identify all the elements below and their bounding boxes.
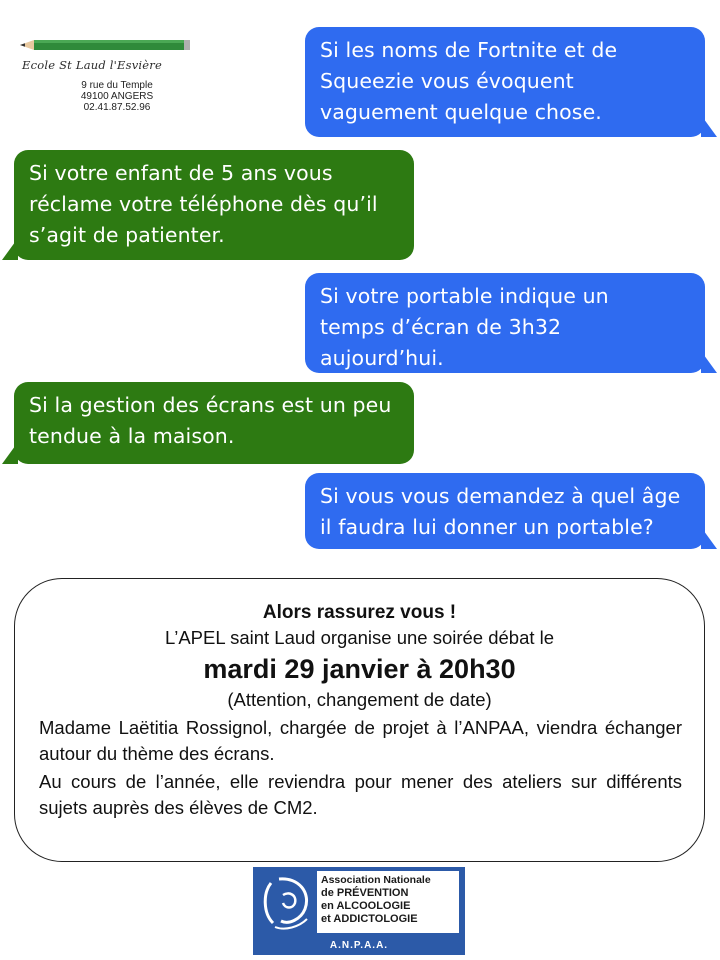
announcement-box	[14, 578, 705, 862]
chat-bubble-right	[305, 273, 705, 373]
bubble-line: Si vous vous demandez à quel âge	[320, 484, 681, 508]
event-date: mardi 29 janvier à 20h30	[203, 654, 516, 684]
bubble-line: Si votre enfant de 5 ans vous	[29, 161, 333, 185]
announcement-paragraph: Madame Laëtitia Rossignol, chargée de projet à l’ANPAA, viendra échanger autour du thème des écrans.	[39, 717, 682, 764]
bubble-line: tendue à la maison.	[29, 424, 235, 448]
chat-bubble-right	[305, 27, 705, 137]
phone-number: 02.41.87.52.96	[83, 102, 151, 113]
bubble-line: Si votre portable indique un	[320, 284, 609, 308]
anpaa-logo	[253, 867, 465, 955]
bubble-tail	[701, 115, 717, 137]
anpaa-line: de PRÉVENTION	[321, 887, 409, 899]
bubble-tail	[701, 527, 717, 549]
bubble-tail	[2, 442, 18, 464]
anpaa-name-card	[317, 871, 459, 933]
bubble-line: réclame votre téléphone dès qu’il	[29, 192, 378, 216]
chat-bubble-right	[305, 473, 705, 549]
bubble-line: il faudra lui donner un portable?	[320, 515, 654, 539]
anpaa-emblem-icon	[259, 873, 315, 933]
announcement-intro: L’APEL saint Laud organise une soirée débat le	[164, 627, 555, 648]
bubble-line: Si les noms de Fortnite et de	[320, 38, 618, 62]
bubble-line: s’agit de patienter.	[29, 223, 225, 247]
anpaa-line: en ALCOOLOGIE	[321, 900, 411, 912]
announcement-heading: Alors rassurez vous !	[262, 602, 457, 623]
school-name: Ecole St Laud l'Esvière	[22, 58, 162, 72]
address-line: 9 rue du Temple	[81, 80, 153, 91]
bubble-line: aujourd’hui.	[320, 346, 444, 370]
date-change-note: (Attention, changement de date)	[227, 689, 492, 710]
chat-bubble-left	[14, 150, 414, 260]
anpaa-acronym: A.N.P.A.A.	[329, 940, 389, 951]
bubble-line: temps d’écran de 3h32	[320, 315, 562, 339]
bubble-tail	[701, 351, 717, 373]
school-address	[52, 80, 182, 113]
anpaa-line: Association Nationale	[321, 874, 431, 886]
bubble-line: Squeezie vous évoquent	[320, 69, 574, 93]
anpaa-line: et ADDICTOLOGIE	[321, 913, 418, 925]
bubble-line: vaguement quelque chose.	[320, 100, 602, 124]
chat-bubble-left	[14, 382, 414, 464]
bubble-line: Si la gestion des écrans est un peu	[29, 393, 392, 417]
announcement-paragraph: Au cours de l’année, elle reviendra pour mener des ateliers sur différents sujets auprès des élèves de CM2.	[39, 771, 682, 818]
school-logo	[14, 32, 190, 118]
address-line: 49100 ANGERS	[80, 91, 154, 102]
bubble-tail	[2, 238, 18, 260]
pencil-icon	[20, 38, 190, 52]
